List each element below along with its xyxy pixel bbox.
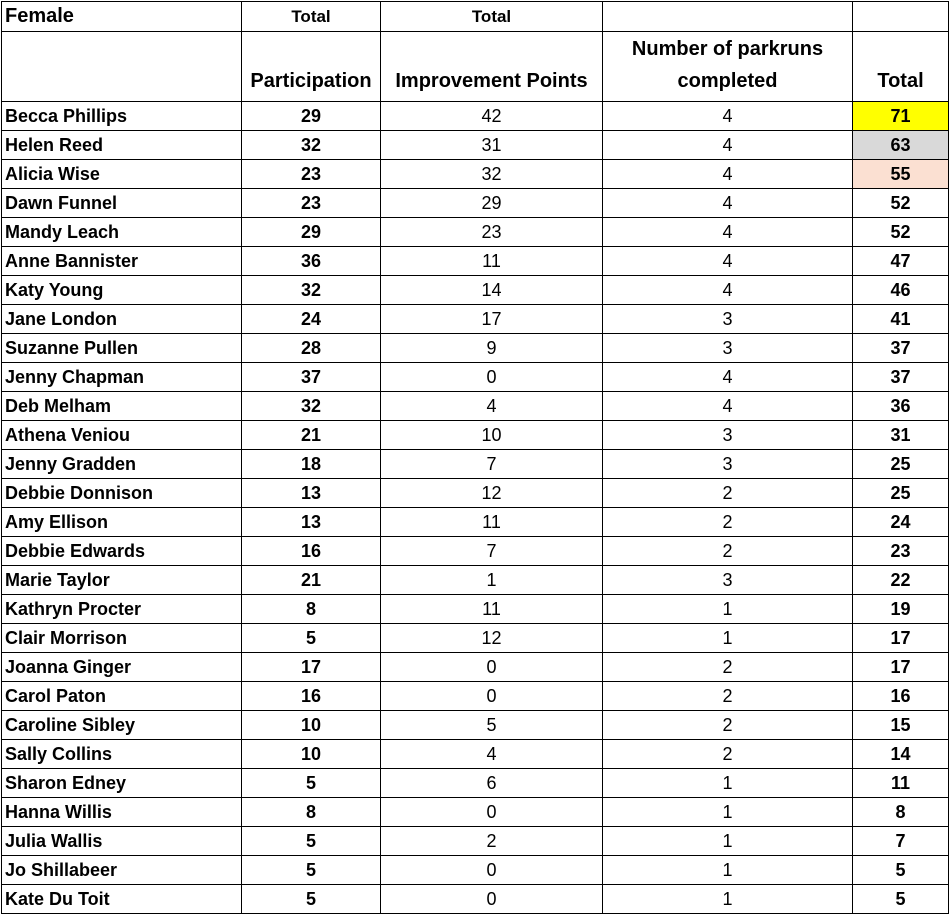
total-header-top <box>853 2 949 32</box>
parkruns-header: Number of parkruns completed <box>603 32 853 102</box>
empty-header-cell <box>2 32 242 102</box>
runner-name: Jo Shillabeer <box>2 856 242 885</box>
improvement-cell: 31 <box>381 131 603 160</box>
improvement-cell: 0 <box>381 885 603 914</box>
improvement-cell: 23 <box>381 218 603 247</box>
runner-name: Marie Taylor <box>2 566 242 595</box>
participation-cell: 5 <box>242 885 381 914</box>
improvement-cell: 0 <box>381 856 603 885</box>
table-row <box>2 508 949 537</box>
participation-cell: 24 <box>242 305 381 334</box>
participation-cell: 10 <box>242 740 381 769</box>
participation-cell: 23 <box>242 160 381 189</box>
table-row <box>2 247 949 276</box>
participation-cell: 5 <box>242 856 381 885</box>
table-row <box>2 421 949 450</box>
total-cell: 7 <box>853 827 949 856</box>
table-row <box>2 160 949 189</box>
parkruns-cell: 1 <box>603 624 853 653</box>
runner-name: Amy Ellison <box>2 508 242 537</box>
table-row <box>2 537 949 566</box>
table-row <box>2 827 949 856</box>
runner-name: Debbie Edwards <box>2 537 242 566</box>
table-row <box>2 653 949 682</box>
improvement-header: Improvement Points <box>381 32 603 102</box>
parkruns-cell: 4 <box>603 131 853 160</box>
total-cell: 37 <box>853 334 949 363</box>
improvement-cell: 11 <box>381 508 603 537</box>
participation-cell: 21 <box>242 421 381 450</box>
total-cell: 46 <box>853 276 949 305</box>
improvement-cell: 10 <box>381 421 603 450</box>
table-row <box>2 566 949 595</box>
parkruns-cell: 2 <box>603 653 853 682</box>
participation-cell: 13 <box>242 479 381 508</box>
table-row <box>2 740 949 769</box>
participation-header-top: Total <box>242 2 381 32</box>
table-row <box>2 218 949 247</box>
parkruns-cell: 4 <box>603 247 853 276</box>
parkruns-cell: 3 <box>603 450 853 479</box>
runner-name: Sharon Edney <box>2 769 242 798</box>
runner-name: Kate Du Toit <box>2 885 242 914</box>
parkruns-cell: 1 <box>603 595 853 624</box>
table-row <box>2 798 949 827</box>
total-cell: 23 <box>853 537 949 566</box>
parkruns-cell: 3 <box>603 566 853 595</box>
participation-cell: 5 <box>242 827 381 856</box>
improvement-cell: 29 <box>381 189 603 218</box>
category-header: Female <box>2 2 242 32</box>
total-cell: 25 <box>853 479 949 508</box>
table-row <box>2 682 949 711</box>
parkruns-cell: 4 <box>603 189 853 218</box>
table-row <box>2 189 949 218</box>
participation-cell: 13 <box>242 508 381 537</box>
runner-name: Suzanne Pullen <box>2 334 242 363</box>
improvement-cell: 12 <box>381 479 603 508</box>
total-cell: 5 <box>853 856 949 885</box>
parkruns-cell: 1 <box>603 769 853 798</box>
runner-name: Anne Bannister <box>2 247 242 276</box>
total-cell: 19 <box>853 595 949 624</box>
participation-cell: 10 <box>242 711 381 740</box>
improvement-cell: 7 <box>381 450 603 479</box>
parkruns-cell: 2 <box>603 537 853 566</box>
runner-name: Sally Collins <box>2 740 242 769</box>
participation-cell: 5 <box>242 624 381 653</box>
parkruns-cell: 1 <box>603 798 853 827</box>
improvement-cell: 7 <box>381 537 603 566</box>
participation-cell: 28 <box>242 334 381 363</box>
runner-name: Joanna Ginger <box>2 653 242 682</box>
runner-name: Carol Paton <box>2 682 242 711</box>
improvement-cell: 0 <box>381 653 603 682</box>
improvement-cell: 0 <box>381 682 603 711</box>
participation-cell: 8 <box>242 798 381 827</box>
header-row-bottom <box>2 32 949 102</box>
total-cell: 14 <box>853 740 949 769</box>
parkruns-cell: 4 <box>603 276 853 305</box>
total-cell: 8 <box>853 798 949 827</box>
participation-cell: 37 <box>242 363 381 392</box>
participation-cell: 32 <box>242 131 381 160</box>
improvement-cell: 42 <box>381 102 603 131</box>
runner-name: Hanna Willis <box>2 798 242 827</box>
participation-cell: 21 <box>242 566 381 595</box>
parkruns-cell: 3 <box>603 305 853 334</box>
parkruns-cell: 2 <box>603 711 853 740</box>
runner-name: Clair Morrison <box>2 624 242 653</box>
runner-name: Athena Veniou <box>2 421 242 450</box>
improvement-cell: 32 <box>381 160 603 189</box>
improvement-cell: 1 <box>381 566 603 595</box>
runner-name: Dawn Funnel <box>2 189 242 218</box>
runner-name: Deb Melham <box>2 392 242 421</box>
runner-name: Mandy Leach <box>2 218 242 247</box>
runner-name: Helen Reed <box>2 131 242 160</box>
total-cell: 71 <box>853 102 949 131</box>
parkruns-cell: 3 <box>603 334 853 363</box>
runner-name: Debbie Donnison <box>2 479 242 508</box>
runner-name: Alicia Wise <box>2 160 242 189</box>
total-cell: 24 <box>853 508 949 537</box>
total-cell: 36 <box>853 392 949 421</box>
table-row <box>2 711 949 740</box>
improvement-cell: 2 <box>381 827 603 856</box>
total-cell: 17 <box>853 624 949 653</box>
table-row <box>2 363 949 392</box>
total-cell: 17 <box>853 653 949 682</box>
total-header: Total <box>853 32 949 102</box>
participation-cell: 16 <box>242 682 381 711</box>
total-cell: 37 <box>853 363 949 392</box>
total-cell: 55 <box>853 160 949 189</box>
participation-cell: 8 <box>242 595 381 624</box>
improvement-cell: 5 <box>381 711 603 740</box>
improvement-cell: 17 <box>381 305 603 334</box>
parkruns-cell: 2 <box>603 682 853 711</box>
table-row <box>2 392 949 421</box>
table-row <box>2 769 949 798</box>
parkruns-cell: 4 <box>603 363 853 392</box>
total-cell: 25 <box>853 450 949 479</box>
participation-cell: 23 <box>242 189 381 218</box>
table-row <box>2 479 949 508</box>
total-cell: 63 <box>853 131 949 160</box>
table-row <box>2 131 949 160</box>
participation-cell: 32 <box>242 392 381 421</box>
improvement-cell: 12 <box>381 624 603 653</box>
runner-name: Becca Phillips <box>2 102 242 131</box>
header-row-top <box>2 2 949 32</box>
participation-cell: 18 <box>242 450 381 479</box>
total-cell: 22 <box>853 566 949 595</box>
improvement-cell: 14 <box>381 276 603 305</box>
total-cell: 52 <box>853 218 949 247</box>
participation-header: Participation <box>242 32 381 102</box>
runner-name: Katy Young <box>2 276 242 305</box>
parkruns-cell: 4 <box>603 218 853 247</box>
runner-name: Jenny Chapman <box>2 363 242 392</box>
results-table <box>1 1 949 914</box>
improvement-cell: 11 <box>381 247 603 276</box>
parkruns-cell: 1 <box>603 827 853 856</box>
total-cell: 11 <box>853 769 949 798</box>
improvement-cell: 0 <box>381 363 603 392</box>
improvement-cell: 6 <box>381 769 603 798</box>
total-cell: 16 <box>853 682 949 711</box>
total-cell: 5 <box>853 885 949 914</box>
table-row <box>2 334 949 363</box>
parkruns-cell: 4 <box>603 392 853 421</box>
total-cell: 52 <box>853 189 949 218</box>
participation-cell: 29 <box>242 102 381 131</box>
runner-name: Jenny Gradden <box>2 450 242 479</box>
improvement-header-top: Total <box>381 2 603 32</box>
table-row <box>2 450 949 479</box>
parkruns-cell: 1 <box>603 885 853 914</box>
table-row <box>2 624 949 653</box>
table-row <box>2 276 949 305</box>
table-row <box>2 102 949 131</box>
parkruns-header-top <box>603 2 853 32</box>
improvement-cell: 0 <box>381 798 603 827</box>
total-cell: 47 <box>853 247 949 276</box>
total-cell: 31 <box>853 421 949 450</box>
table-row <box>2 856 949 885</box>
participation-cell: 17 <box>242 653 381 682</box>
improvement-cell: 4 <box>381 740 603 769</box>
improvement-cell: 11 <box>381 595 603 624</box>
runner-name: Kathryn Procter <box>2 595 242 624</box>
participation-cell: 29 <box>242 218 381 247</box>
participation-cell: 32 <box>242 276 381 305</box>
participation-cell: 36 <box>242 247 381 276</box>
runner-name: Julia Wallis <box>2 827 242 856</box>
runner-name: Jane London <box>2 305 242 334</box>
participation-cell: 16 <box>242 537 381 566</box>
parkruns-cell: 4 <box>603 102 853 131</box>
table-row <box>2 305 949 334</box>
runner-name: Caroline Sibley <box>2 711 242 740</box>
parkruns-cell: 2 <box>603 740 853 769</box>
parkruns-cell: 1 <box>603 856 853 885</box>
total-cell: 15 <box>853 711 949 740</box>
improvement-cell: 4 <box>381 392 603 421</box>
total-cell: 41 <box>853 305 949 334</box>
table-row <box>2 885 949 914</box>
parkruns-cell: 4 <box>603 160 853 189</box>
participation-cell: 5 <box>242 769 381 798</box>
table-row <box>2 595 949 624</box>
parkruns-cell: 2 <box>603 508 853 537</box>
improvement-cell: 9 <box>381 334 603 363</box>
parkruns-cell: 3 <box>603 421 853 450</box>
parkruns-cell: 2 <box>603 479 853 508</box>
